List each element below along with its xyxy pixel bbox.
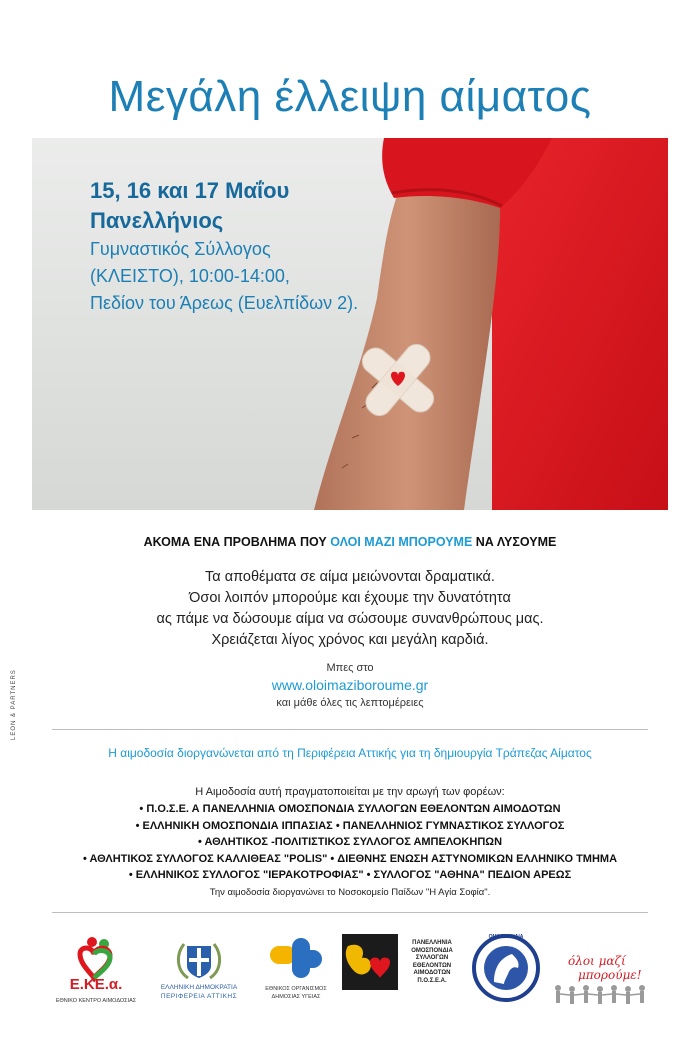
body-line: ας πάμε να δώσουμε αίμα να σώσουμε συνανθρώπους μας. xyxy=(156,611,544,627)
partner-logos xyxy=(52,932,648,1022)
eody-line1: ΕΘΝΙΚΟΣ ΟΡΓΑΝΙΣΜΟΣ xyxy=(265,986,327,992)
event-dates: 15, 16 και 17 Μαΐου xyxy=(90,178,290,203)
supporter-item: • ΕΛΛΗΝΙΚΟΣ ΣΥΛΛΟΓΟΣ "ΙΕΡΑΚΟΤΡΟΦΙΑΣ" • ΣΥΛΛΟΓΟΣ "ΑΘΗΝΑ" ΠΕΔΙΟΝ ΑΡΕΩΣ xyxy=(128,869,572,881)
event-venue-line: Γυμναστικός Σύλλογος xyxy=(90,239,271,259)
tagline-part2: ΝΑ ΛΥΣΟΥΜΕ xyxy=(472,535,557,549)
divider xyxy=(52,912,648,913)
supporters-intro: Η Αιμοδοσία αυτή πραγματοποιείται με την αρωγή των φορέων: xyxy=(195,786,505,798)
people-chain-icon xyxy=(548,982,648,1010)
ekea-mark: Ε.ΚΕ.α. xyxy=(69,976,123,993)
ekea-logo xyxy=(56,932,136,1022)
agency-credit xyxy=(9,668,19,748)
body-line: Τα αποθέματα σε αίμα μειώνονται δραματικά. xyxy=(205,569,495,585)
posea-line: ΑΙΜΟΔΟΤΩΝ xyxy=(413,970,451,976)
equestrian-federation-logo xyxy=(470,932,542,1012)
event-address: Πεδίον του Άρεως (Ευελπίδων 2). xyxy=(90,293,359,313)
posea-line: ΣΥΛΛΟΓΩΝ xyxy=(415,955,449,961)
posea-logo xyxy=(340,932,465,1022)
tagline-part1: ΑΚΟΜΑ ΕΝΑ ΠΡΟΒΛΗΜΑ ΠΟΥ xyxy=(143,535,331,549)
eody-line2: ΔΗΜΟΣΙΑΣ ΥΓΕΙΑΣ xyxy=(271,994,321,1000)
visit-post: και μάθε όλες τις λεπτομέρειες xyxy=(276,697,424,709)
divider xyxy=(52,729,648,730)
organizer-hospital: Την αιμοδοσία διοργανώνει το Νοσοκομείο Παίδων "Η Αγία Σοφία". xyxy=(209,886,491,898)
agency-credit-text: LEON & PARTNERS xyxy=(11,669,17,740)
event-venue-name: Πανελλήνιος xyxy=(90,208,224,233)
campaign-line2: μπορούμε! xyxy=(578,968,642,982)
eody-cross-icon xyxy=(256,932,336,984)
ekea-heart-icon xyxy=(56,932,136,982)
supporter-item: • ΑΘΛΗΤΙΚΟΣ -ΠΟΛΙΤΙΣΤΙΚΟΣ ΣΥΛΛΟΓΟΣ ΑΜΠΕΛΟΚΗΠΩΝ xyxy=(197,836,503,848)
ekea-caption: ΕΘΝΙΚΟ ΚΕΝΤΡΟ ΑΙΜΟΔΟΣΙΑΣ xyxy=(55,998,137,1004)
event-details xyxy=(90,176,358,317)
website-link[interactable]: www.oloimaziboroume.gr xyxy=(271,677,429,693)
campaign-logo xyxy=(548,932,648,1022)
tagline xyxy=(0,535,700,549)
supporters-block xyxy=(0,784,700,902)
organizer-line: Η αιμοδοσία διοργανώνεται από τη Περιφέρεια Αττικής για τη δημιουργία Τράπεζας Αίματος xyxy=(108,746,592,760)
page-title: Μεγάλη έλλειψη αίματος xyxy=(108,72,592,121)
eody-logo xyxy=(256,932,336,1022)
visit-pre: Μπες στο xyxy=(326,662,374,674)
event-hours: (ΚΛΕΙΣΤΟ), 10:00-14:00, xyxy=(90,266,290,286)
tagline-highlight: ΟΛΟΙ ΜΑΖΙ ΜΠΟΡΟΥΜΕ xyxy=(330,535,473,549)
attica-line2: ΠΕΡΙΦΕΡΕΙΑ ΑΤΤΙΚΗΣ xyxy=(160,993,238,1000)
posea-map-icon xyxy=(340,932,400,992)
campaign-line1: όλοι μαζί xyxy=(568,954,626,968)
attica-region-logo xyxy=(144,932,254,1022)
body-line: Χρειάζεται λίγος χρόνος και μεγάλη καρδιά. xyxy=(211,632,489,648)
greek-emblem-icon xyxy=(144,932,254,984)
supporter-item: • ΑΘΛΗΤΙΚΟΣ ΣΥΛΛΟΓΟΣ ΚΑΛΛΙΘΕΑΣ "POLIS" • ΔΙΕΘΝΗΣ ΕΝΩΣΗ ΑΣΤΥΝΟΜΙΚΩΝ ΕΛΛΗΝΙΚΟ ΤΜΗΜΑ xyxy=(82,852,618,865)
hippo-ring-text: ΟΜΟΣΠΟΝΔΙΑ xyxy=(488,934,524,940)
horse-emblem-icon xyxy=(470,932,542,1004)
posea-line: ΠΑΝΕΛΛΗΝΙΑ xyxy=(412,940,452,946)
body-paragraph xyxy=(0,567,700,651)
posea-line: Π.Ο.Σ.Ε.Α. xyxy=(417,977,447,984)
attica-line1: ΕΛΛΗΝΙΚΗ ΔΗΜΟΚΡΑΤΙΑ xyxy=(160,984,238,991)
posea-text xyxy=(402,940,462,985)
body-line: Όσοι λοιπόν μπορούμε και έχουμε την δυνατότητα xyxy=(189,590,511,606)
supporter-item: • Π.Ο.Σ.Ε. Α ΠΑΝΕΛΛΗΝΙΑ ΟΜΟΣΠΟΝΔΙΑ ΣΥΛΛΟΓΩΝ ΕΘΕΛΟΝΤΩΝ ΑΙΜΟΔΟΤΩΝ xyxy=(139,803,561,815)
posea-line: ΟΜΟΣΠΟΝΔΙΑ xyxy=(411,947,453,954)
supporter-item: • ΕΛΛΗΝΙΚΗ ΟΜΟΣΠΟΝΔΙΑ ΙΠΠΑΣΙΑΣ • ΠΑΝΕΛΛΗΝΙΟΣ ΓΥΜΝΑΣΤΙΚΟΣ ΣΥΛΛΟΓΟΣ xyxy=(135,819,565,832)
posea-line: ΕΘΕΛΟΝΤΩΝ xyxy=(412,962,452,969)
website-callout xyxy=(0,660,700,711)
